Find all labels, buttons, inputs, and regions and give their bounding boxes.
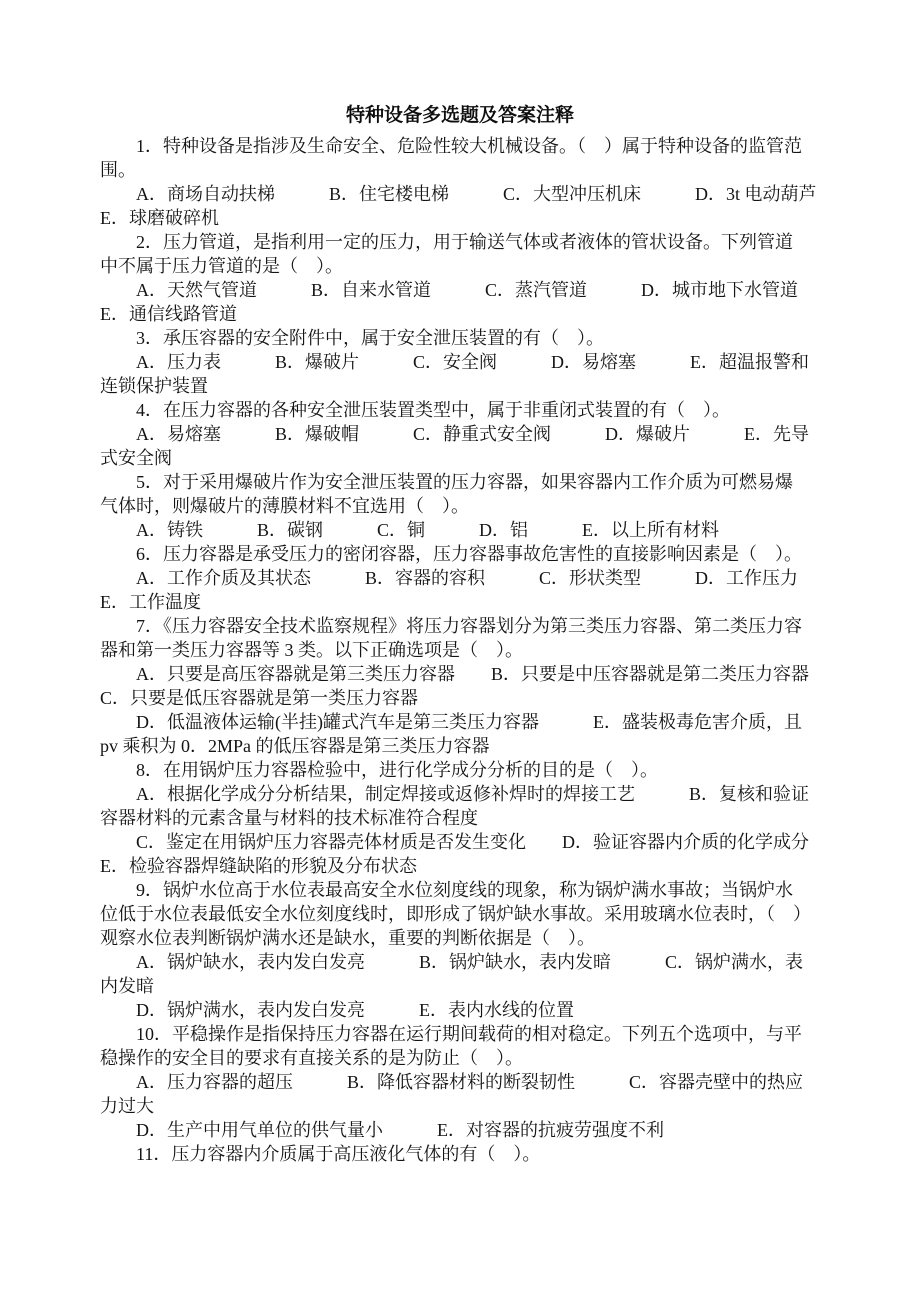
question-1 <box>100 134 820 230</box>
text-line: C．鉴定在用锅炉压力容器壳体材质是否发生变化 D．验证容器内介质的化学成分 <box>100 832 810 852</box>
text-line: A．天然气管道 B．自来水管道 C．蒸汽管道 D．城市地下水管道 <box>100 280 799 300</box>
text-line: 观察水位表判断锅炉满水还是缺水，重要的判断依据是（ ）。 <box>100 928 595 948</box>
text-line: D．生产中用气单位的供气量小 E．对容器的抗疲劳强度不利 <box>100 1120 664 1140</box>
text-line: A．铸铁 B．碳钢 C．铜 D．铝 E．以上所有材料 <box>100 520 720 540</box>
document-title: 特种设备多选题及答案注释 <box>345 105 574 126</box>
text-line: 气体时，则爆破片的薄膜材料不宜选用（ ）。 <box>100 496 469 516</box>
question-2 <box>100 230 820 326</box>
question-6 <box>100 542 820 614</box>
question-3 <box>100 326 820 398</box>
text-line: 10．平稳操作是指保持压力容器在运行期间载荷的相对稳定。下列五个选项中，与平 <box>100 1024 802 1044</box>
text-line: A．只要是高压容器就是第三类压力容器 B．只要是中压容器就是第二类压力容器 <box>100 664 810 684</box>
text-line: 1．特种设备是指涉及生命安全、危险性较大机械设备。（ ）属于特种设备的监管范 <box>100 136 802 156</box>
text-line: A．易熔塞 B．爆破帽 C．静重式安全阀 D．爆破片 E．先导 <box>100 424 810 444</box>
text-line: 连锁保护装置 <box>100 376 208 396</box>
question-7 <box>100 614 820 758</box>
text-line: 内发暗 <box>100 976 154 996</box>
text-line: D．锅炉满水，表内发白发亮 E．表内水线的位置 <box>100 1000 574 1020</box>
text-line: 8．在用锅炉压力容器检验中，进行化学成分分析的目的是（ ）。 <box>100 760 658 780</box>
text-line: 7．《压力容器安全技术监察规程》将压力容器划分为第三类压力容器、第二类压力容 <box>100 616 802 636</box>
text-line: 器和第一类压力容器等 3 类。以下正确选项是（ ）。 <box>100 640 523 660</box>
text-line: D．低温液体运输(半挂)罐式汽车是第三类压力容器 E．盛装极毒危害介质，且 <box>100 712 802 732</box>
question-9 <box>100 878 820 1022</box>
text-line: 3．承压容器的安全附件中，属于安全泄压装置的有（ ）。 <box>100 328 604 348</box>
text-line: 6．压力容器是承受压力的密闭容器，压力容器事故危害性的直接影响因素是（ ）。 <box>100 544 802 564</box>
text-line: A．压力表 B．爆破片 C．安全阀 D．易熔塞 E．超温报警和 <box>100 352 810 372</box>
text-line: E．检验容器焊缝缺陷的形貌及分布状态 <box>100 856 417 876</box>
text-line: 11．压力容器内介质属于高压液化气体的有（ ）。 <box>100 1144 541 1164</box>
question-11 <box>100 1142 820 1166</box>
text-line: 力过大 <box>100 1096 154 1116</box>
text-line: A．锅炉缺水，表内发白发亮 B．锅炉缺水，表内发暗 C．锅炉满水，表 <box>100 952 804 972</box>
text-line: 中不属于压力管道的是（ ）。 <box>100 256 343 276</box>
text-line: E．通信线路管道 <box>100 304 237 324</box>
text-line: E．工作温度 <box>100 592 201 612</box>
text-line: 稳操作的安全目的要求有直接关系的是为防止（ ）。 <box>100 1048 523 1068</box>
text-line: 位低于水位表最低安全水位刻度线时，即形成了锅炉缺水事故。采用玻璃水位表时，（ ） <box>100 904 811 924</box>
text-line: 围。 <box>100 160 136 180</box>
question-8 <box>100 758 820 878</box>
text-line: A．压力容器的超压 B．降低容器材料的断裂韧性 C．容器壳壁中的热应 <box>100 1072 804 1092</box>
text-line: E．球磨破碎机 <box>100 208 219 228</box>
text-line: 2．压力管道，是指利用一定的压力，用于输送气体或者液体的管状设备。下列管道 <box>100 232 793 252</box>
question-4 <box>100 398 820 470</box>
question-5 <box>100 470 820 542</box>
text-line: 式安全阀 <box>100 448 172 468</box>
text-line: 5．对于采用爆破片作为安全泄压装置的压力容器，如果容器内工作介质为可燃易爆 <box>100 472 793 492</box>
text-line: C．只要是低压容器就是第一类压力容器 <box>100 688 419 708</box>
text-line: A．商场自动扶梯 B．住宅楼电梯 C．大型冲压机床 D．3t 电动葫芦 <box>100 184 817 204</box>
text-line: 9．锅炉水位高于水位表最高安全水位刻度线的现象，称为锅炉满水事故；当锅炉水 <box>100 880 793 900</box>
question-10 <box>100 1022 820 1142</box>
text-line: A．根据化学成分分析结果，制定焊接或返修补焊时的焊接工艺 B．复核和验证 <box>100 784 810 804</box>
text-line: A．工作介质及其状态 B．容器的容积 C．形状类型 D．工作压力 <box>100 568 799 588</box>
document-body <box>100 134 820 1166</box>
text-line: pv 乘积为 0．2MPa 的低压容器是第三类压力容器 <box>100 736 490 756</box>
text-line: 4．在压力容器的各种安全泄压装置类型中，属于非重闭式装置的有（ ）。 <box>100 400 730 420</box>
text-line: 容器材料的元素含量与材料的技术标准符合程度 <box>100 808 478 828</box>
